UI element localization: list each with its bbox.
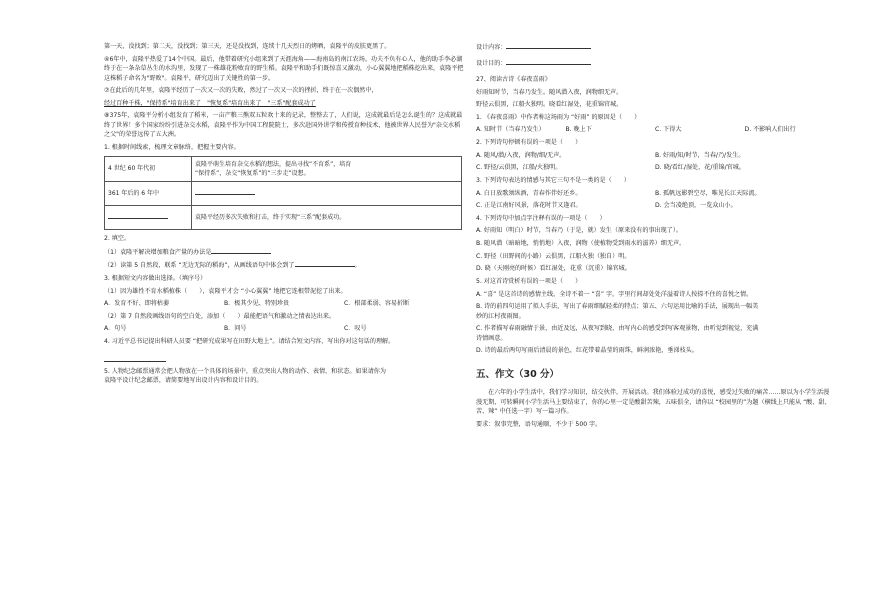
question-4: 4. 习近平总书记提出科研人员要 “把研究成果写在田野大地上”。请结合短文内容，写出你对这句话的理解。 xyxy=(104,338,395,346)
option[interactable]: A. 好雨知（明白）时节，当春乃（于是，就）发生（原来没有的事出现了）。 xyxy=(476,227,682,235)
options-row xyxy=(476,201,834,210)
option[interactable]: C. 作者描写春雨融情于景，由近及远，从夜写到晓，由写内心的感受到写客观景物，由听觉到视觉，充满 诗情画意。 xyxy=(476,325,759,342)
options-row xyxy=(476,125,834,134)
option[interactable]: B. 随风潜（暗暗地，悄悄地）入夜，润物（使植物受到雨水的滋养）细无声。 xyxy=(476,240,686,247)
option[interactable]: C．叹号 xyxy=(344,325,367,333)
answer-blank[interactable] xyxy=(506,58,591,65)
option[interactable]: B．极其少见、特别珍贵 xyxy=(224,300,290,308)
question-5: 5. 人物纪念邮票通常会把人物放在一个具体的场景中，重点突出人物的动作、表情、和状态。如果请你为 袁隆平设计纪念邮票，请简要地写出设计内容和设计目的。 xyxy=(104,367,386,384)
question-2: 2. 填空。 xyxy=(104,235,131,243)
option[interactable]: D. 不影响人们出行 xyxy=(744,126,796,134)
answer-blank[interactable] xyxy=(506,42,591,49)
question-3: 3. 根据短文内容做出选择。（填序号） xyxy=(104,274,207,282)
passage-paragraph: ⑦在此后的几年里，袁隆平经历了一次又一次的失败，然过了一次又一次的挫折，终于在一次偶然中， xyxy=(104,87,378,95)
table-cell: 袁隆平经历多次失败和打击，终于实现“三系”配套成功。 xyxy=(192,206,462,230)
poem-line: 好雨知时节，当春乃发生。随风潜入夜，润物细无声。 xyxy=(476,88,623,96)
answer-cell[interactable] xyxy=(192,182,462,206)
poem-question-4: 4. 下列诗句中加点字注释有误的一项是（ ） xyxy=(476,214,606,222)
answer-blank[interactable] xyxy=(211,247,271,254)
table-row xyxy=(105,182,462,206)
table-cell: 361 年后的 6 年中 xyxy=(105,182,192,206)
option[interactable]: A. “喜” 是这首诗的感情主线，全诗不着一 “喜” 字，字里行间却处处洋溢着诗人按捺不住的喜悦之情。 xyxy=(476,290,753,298)
poem-line: 野径云俱黑，江船火独明。晓看红湿处，花重锦官城。 xyxy=(476,101,623,109)
table-row xyxy=(105,206,462,230)
option[interactable]: D. 诗的最后两句写雨后清晨的景色，红花带着晶莹的雨珠，鲜润浓艳，垂涕枝头。 xyxy=(476,347,698,355)
question-3-1: （1）因为雄性不育水稻植株（ ），袁隆平才会 “小心翼翼” 地把它连根带泥挖了出来。 xyxy=(104,287,347,295)
timeline-table xyxy=(104,156,462,231)
poem-question-5: 5. 对这首诗赏析有误的一项是（ ） xyxy=(476,277,582,285)
poem-question-3: 3. 下列诗句表达的情感与其它三句不是一类的是（ ） xyxy=(476,176,631,184)
option[interactable]: B．问号 xyxy=(224,325,247,333)
option[interactable]: B. 好雨/知/时节，当春/乃/发生。 xyxy=(655,151,745,159)
left-column xyxy=(104,42,464,389)
option[interactable]: A. 随风/潜/入夜，润物/细/无声。 xyxy=(476,151,566,159)
answer-cell[interactable] xyxy=(105,206,192,230)
question-2-1: （1）袁隆平解决增加粮食产量的办法是 xyxy=(104,247,464,257)
question-3-2: （2）第 7 自然段画线语句的空白处，添加（ ）最能把语气和激动之情表达出来。 xyxy=(104,312,336,320)
passage-underlined-sentence: 经过百种千株，"保持系"培育出来了 "恢复系"培育出来了 "三系"配套成功了 xyxy=(104,99,316,107)
option[interactable]: A．句号 xyxy=(104,325,127,333)
option[interactable]: A. 白日放歌须纵酒，青春作伴好还乡。 xyxy=(476,189,582,197)
option[interactable]: D. 晓（天刚亮的时候）看红湿处，花重（沉重）锦官城。 xyxy=(476,265,631,273)
options-row xyxy=(476,151,834,160)
passage-paragraph: ⑧375年，袁隆平分析小组发育了稻米，一亩产粮三熊双五粒欢十来的记录，整整去了，人们说，这成就最后是怎么诞生的？这成就最终了世界！多个国家纷纷引进杂交水稻，袁隆平作为中国工程院院士，多次赴国外讲学和传授育种技术，他被世界人民誉为"杂交水稻之父"的荣誉远传了五大洲。 xyxy=(104,112,463,139)
options-row xyxy=(104,299,464,308)
poem-question-1: 1. 《春夜喜雨》中作者称这场雨为 “好雨” 的原因是（ ） xyxy=(476,113,641,121)
question-2-2: （2）读第 5 自然段，联系 “无边无际的稻海”，从画线语句中体会到了 。 xyxy=(104,262,361,270)
section-heading: 五、作文（30 分） xyxy=(476,368,560,380)
answer-line[interactable] xyxy=(104,353,166,362)
design-content-line: 设计内容： xyxy=(476,42,834,52)
option[interactable]: C. 下得大 xyxy=(655,126,682,134)
question-1: 1. 根据时间线索，梳理文章脉络，把握主要内容。 xyxy=(104,143,240,151)
option[interactable]: B. 晚上下 xyxy=(565,126,592,134)
option[interactable]: A. 知时节（当春乃发生） xyxy=(476,126,545,134)
table-cell: 4 世纪 60 年代初 xyxy=(105,156,192,182)
option[interactable]: C. 正是江南好风景，落花时节又逢君。 xyxy=(476,202,582,210)
right-column xyxy=(476,42,834,433)
table-row xyxy=(105,156,462,182)
option[interactable]: B. 孤帆远影碧空尽，唯见长江天际流。 xyxy=(655,189,761,197)
question-27: 27、阅读古诗《春夜喜雨》 xyxy=(476,75,551,83)
option[interactable]: C. 野径/云俱黑，江船/火独明。 xyxy=(476,164,562,172)
poem-question-2: 2. 下列诗句停顿有误的一项是（ ） xyxy=(476,139,582,146)
option[interactable]: D. 晓/看红/湿处，花/重锦/官城。 xyxy=(655,164,745,172)
options-row xyxy=(104,324,464,333)
option[interactable]: C. 野径（田野间的小路）云俱黑，江船火独（独自）明。 xyxy=(476,252,631,260)
essay-prompt: 在六年的小学生活中，我们学习知识，结交伙伴，开展活动。我们体验过成功的喜悦，感受过失败的痛苦……原以为小学生活漫漫无期，可转瞬间小学生活马上要结束了，你的心里一定是酸甜苦辣，五味俱全，请你以 “校园里的”为题（横线上只能从 “酸、甜、苦、辣” 中任选一字）写一篇习作。 xyxy=(476,389,831,416)
option[interactable]: D. 会当凌绝顶，一览众山小。 xyxy=(655,202,737,210)
options-row xyxy=(476,163,834,172)
option[interactable]: C．根部柔弱、容易折断 xyxy=(344,300,410,308)
option[interactable]: B. 诗的前四句运用了拟人手法，写出了春雨细腻轻柔的特点；第五、六句运用比喻的手法，展现出一幅美 妙的江村夜雨图。 xyxy=(476,303,759,320)
option[interactable]: A．发育不好、即将枯萎 xyxy=(104,300,170,308)
design-purpose-line: 设计目的： xyxy=(476,58,834,68)
essay-requirement: 要求：叙事完整，语句通顺，不少于 500 字。 xyxy=(476,420,602,428)
passage-paragraph: ④6年中，袁隆平热爱了14个中国。最后，他带着研究小组来到了天涯海角——海南岛的南江农场。功夫不负有心人，他的助手李必湖终于在一条杂草丛生的水沟里，发现了一株雄花粉败育的野生稻。袁隆平和助手们既惊喜又激动，小心翼翼地把稻株挖出来，袁隆平把这株稻子命名为"野败"。袁隆平，研究迈出了关键性的第一步。 xyxy=(104,55,464,82)
answer-blank[interactable] xyxy=(295,260,355,267)
options-row xyxy=(476,189,834,198)
table-cell: 袁隆平萌生培育杂交水稻的想法，提出寻找“不育系”，培育 “保持系”，杂交“恢复系”的“三步走”设想。 xyxy=(192,156,462,182)
passage-paragraph: 第一天，没找到；第二天，没找到；第三天，还是没找到，连续十几天烈日的烤晒，袁隆平的皮肤更黑了。 xyxy=(104,43,391,50)
